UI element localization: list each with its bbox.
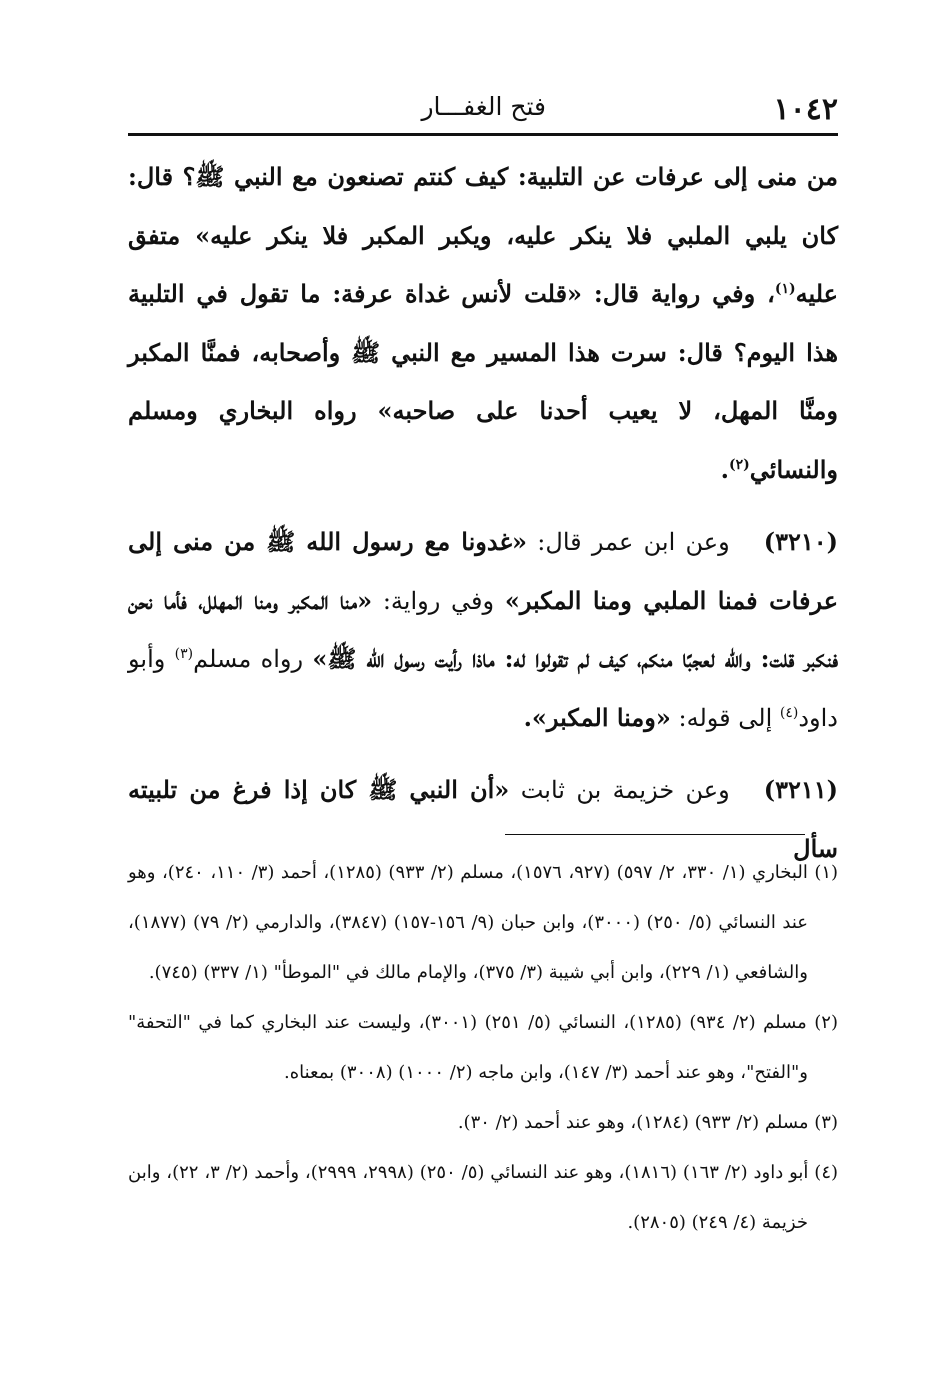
running-title: فتح الغفـــار: [421, 92, 546, 121]
paragraph-continuation: [128, 148, 838, 499]
header-rule: [128, 133, 838, 136]
page-header: [128, 88, 838, 134]
text-segment: وفي رواية:: [372, 586, 505, 615]
main-text: [128, 148, 838, 892]
hadith-number: (٣٢١١): [763, 775, 838, 804]
footnote-1: (١) البخاري (١/ ٣٣٠، ٢/ ٥٩٧) (٩٢٧، ١٥٧٦)، مسلم (٢/ ٩٣٣) (١٢٨٥)، أحمد (٣/ ١١٠، ٢٤٠)، وهو عند النسائي (٥/ ٢٥٠) (٣٠٠٠)، وابن حبان (٩/ ١٥٦-١٥٧) (٣٨٤٧)، والدارمي (٢/ ٧٩) (١٨٧٧)، والشافعي (١/ ٢٢٩)، وابن أبي شيبة (٣/ ٣٧٥)، والإمام مالك في "الموطأ" (١/ ٣٣٧) (٧٤٥).: [128, 862, 839, 983]
footnote-ref: (١): [774, 281, 796, 297]
text-segment: وأبو داود: [128, 645, 838, 732]
text-segment: إلى قوله:: [670, 703, 780, 732]
footnote-ref: (٤): [779, 704, 799, 721]
text-segment: وعن ابن عمر قال:: [527, 528, 730, 556]
footnotes: [128, 848, 838, 1248]
footnote-ref: (٣): [174, 646, 194, 662]
footnote-3: (٣) مسلم (٢/ ٩٣٣) (١٢٨٤)، وهو عند أحمد (٢/ ٣٠).: [457, 1112, 838, 1133]
hadith-number: (٣٢١٠): [763, 527, 838, 556]
text-segment: من منى إلى عرفات عن التلبية: كيف كنتم تصنعون مع النبي ﷺ؟ قال: كان يلبي الملبي فلا ينكر عليه، ويكبر المكبر فلا ينكر عليه» متفق عليه: [128, 162, 838, 308]
quote-segment: «غدونا مع رسول الله ﷺ من منى إلى عرفات فمنا الملبي ومنا المكبر»: [128, 527, 839, 615]
footnote-2: (٢) مسلم (٢/ ٩٣٤) (١٢٨٥)، النسائي (٥/ ٢٥١) (٣٠٠١)، وليست عند البخاري كما في "التحفة" و"الفتح"، وهو عند أحمد (٣/ ١٤٧)، وابن ماجه (٢/ ١٠٠٠) (٣٠٠٨) بمعناه.: [128, 1012, 838, 1083]
text-segment: رواه مسلم: [193, 645, 313, 673]
text-segment: وعن خزيمة بن ثابت: [509, 776, 730, 804]
hadith-3210: [128, 513, 838, 747]
quote-segment: «أن النبي ﷺ كان إذا فرغ من تلبيته سأل: [128, 775, 838, 863]
text-segment: ، وفي رواية قال: «قلت لأنس غداة عرفة: ما تقول في التلبية هذا اليوم؟ قال: سرت هذا المسير مع النبي ﷺ وأصحابه، فمنَّا المكبر ومنَّا المهل، لا يعيب أحدنا على صاحبه» رواه البخاري ومسلم والنسائي: [128, 279, 838, 484]
page-number: ١٠٤٢: [773, 92, 838, 127]
quote-segment: «منا المكبر ومنا المهلل، فأما نحن فنكبر قلت: والله لعجبًا منكم، كيف لم تقولوا له: ماذا رأيت رسول الله ﷺ»: [128, 585, 838, 673]
footnote-separator: [505, 834, 805, 835]
footnote-4: (٤) أبو داود (٢/ ١٦٣) (١٨١٦)، وهو عند النسائي (٥/ ٢٥٠) (٢٩٩٨، ٢٩٩٩)، وأحمد (٢/ ٣، ٢٢)، وابن خزيمة (٤/ ٢٤٩) (٢٨٠٥).: [128, 1162, 839, 1233]
text-segment: .: [720, 454, 729, 484]
footnote-ref: (٢): [729, 456, 750, 473]
quote-segment: «ومنا المكبر».: [523, 702, 671, 732]
